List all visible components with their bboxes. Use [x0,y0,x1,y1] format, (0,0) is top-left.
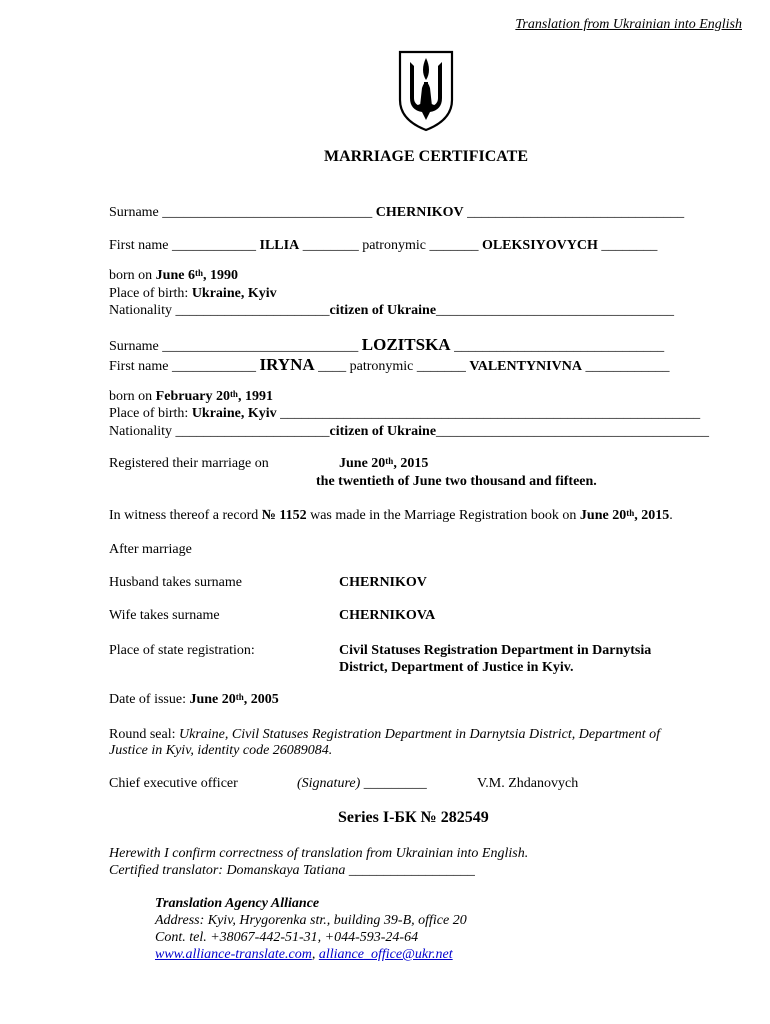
husband-nationality-label: Nationality ______________________ [109,303,330,318]
husband-patronymic-tail: ________ [601,238,658,253]
place-of-registration-label: Place of state registration: [109,643,255,658]
record-date-main: June 20 [579,508,627,523]
husband-birthplace-label: Place of birth: [109,286,189,301]
signature-label: (Signature) [297,776,361,791]
signature-line: _________ [363,776,427,791]
agency-links-separator: , [311,947,316,962]
wife-born-sup: th [229,389,238,399]
agency-links [155,947,453,963]
husband-born-row [109,268,238,284]
seal-label: Round seal: [109,727,176,742]
after-marriage-label: After marriage [109,542,192,557]
husband-surname-value: CHERNIKOV [375,205,464,220]
husband-born-year: , 1990 [202,268,238,283]
place-of-registration-line2: District, Department of Justice in Kyiv. [339,660,574,675]
husband-patronymic-value: OLEKSIYOVYCH [481,238,598,253]
record-end: . [669,508,673,523]
wife-first-name-label: First name ____________ [109,359,256,374]
record-text-middle: was made in the Marriage Registration book on [310,508,577,523]
husband-name-row [109,238,657,254]
husband-surname-row [109,205,684,221]
record-date-sup: th [626,508,635,518]
confirmation-line2: Certified translator: Domanskaya Tatiana __________________ [109,863,475,878]
record-text-before: In witness thereof a record [109,508,259,523]
wife-surname-row [109,337,664,355]
issue-label: Date of issue: [109,692,186,707]
agency-address: Address: Kyiv, Hrygorenka str., building 39-B, office 20 [155,913,467,928]
certificate-series: Series I-БК № 282549 [338,809,489,826]
wife-born-label: born on [109,389,153,404]
wife-birthplace-tail: ____________________________________________________________ [280,406,701,421]
husband-surname-label: Surname ______________________________ [109,205,373,220]
wife-patronymic-tail: ____________ [585,359,670,374]
place-of-registration-line1: Civil Statuses Registration Department in Darnytsia [339,643,652,658]
husband-born-sup: th [194,268,203,278]
registration-date-year: , 2015 [393,456,429,471]
registration-date-main: June 20 [339,456,386,471]
wife-born-year: , 1991 [237,389,273,404]
record-row [109,508,673,524]
wife-birthplace-row [109,406,700,422]
confirmation-line1: Herewith I confirm correctness of translation from Ukrainian into English. [109,846,529,861]
husband-nationality-row [109,303,674,319]
husband-takes-value: CHERNIKOV [339,575,427,590]
wife-nationality-label: Nationality ______________________ [109,424,330,439]
record-date-year: , 2015 [634,508,670,523]
seal-line2: Justice in Kyiv, identity code 26089084. [109,743,333,758]
wife-nationality-value: citizen of Ukraine [329,424,437,439]
wife-patronymic-value: VALENTYNIVNA [469,359,582,374]
agency-contacts: Cont. tel. +38067-442-51-31, +044-593-24-64 [155,930,419,945]
registration-date-sup: th [385,456,394,466]
registration-date [339,456,428,472]
wife-birthplace-label: Place of birth: [109,406,189,421]
page-title: MARRIAGE CERTIFICATE [323,148,529,165]
record-number: № 1152 [261,508,307,523]
registration-label: Registered their marriage on [109,456,269,471]
wife-born-date: February 20 [155,389,230,404]
agency-name: Translation Agency Alliance [155,896,320,911]
seal-line1: Ukraine, Civil Statuses Registration Department in Darnytsia District, Department of [179,727,661,742]
husband-birthplace-value: Ukraine, Kyiv [191,286,277,301]
issue-date-main: June 20 [189,692,236,707]
registration-date-words: the twentieth of June two thousand and fifteen. [316,474,597,489]
issue-date-year: , 2005 [243,692,279,707]
officer-signature [297,776,427,792]
wife-patronymic-label: ____ patronymic _______ [318,359,466,374]
wife-born-row [109,389,273,405]
husband-born-label: born on [109,268,153,283]
coat-of-arms-trident-icon [394,48,458,134]
wife-surname-value: LOZITSKA [361,335,451,354]
seal-row [109,727,660,743]
husband-takes-label: Husband takes surname [109,575,242,590]
husband-nationality-value: citizen of Ukraine [329,303,437,318]
wife-surname-label: Surname ____________________________ [109,339,359,354]
agency-email-link[interactable]: alliance_office@ukr.net [318,947,453,962]
officer-label: Chief executive officer [109,776,238,791]
wife-takes-value: CHERNIKOVA [339,608,436,623]
husband-nationality-tail: __________________________________ [436,303,675,318]
wife-surname-tail: ______________________________ [454,339,665,354]
wife-birthplace-value: Ukraine, Kyiv [191,406,277,421]
officer-name: V.M. Zhdanovych [477,776,579,791]
wife-name-row [109,357,669,375]
wife-takes-label: Wife takes surname [109,608,220,623]
issue-date-sup: th [235,692,244,702]
husband-first-name-label: First name ____________ [109,238,256,253]
wife-nationality-tail: _______________________________________ [436,424,710,439]
translation-note: Translation from Ukrainian into English [515,17,742,32]
husband-born-date: June 6 [155,268,195,283]
agency-website-link[interactable]: www.alliance-translate.com [155,947,312,962]
issue-row [109,692,279,708]
husband-patronymic-label: ________ patronymic _______ [302,238,479,253]
wife-nationality-row [109,424,709,440]
husband-first-name-value: ILLIA [259,238,300,253]
husband-surname-tail: _______________________________ [467,205,685,220]
husband-birthplace-row [109,286,277,302]
wife-first-name-value: IRYNA [259,355,315,374]
